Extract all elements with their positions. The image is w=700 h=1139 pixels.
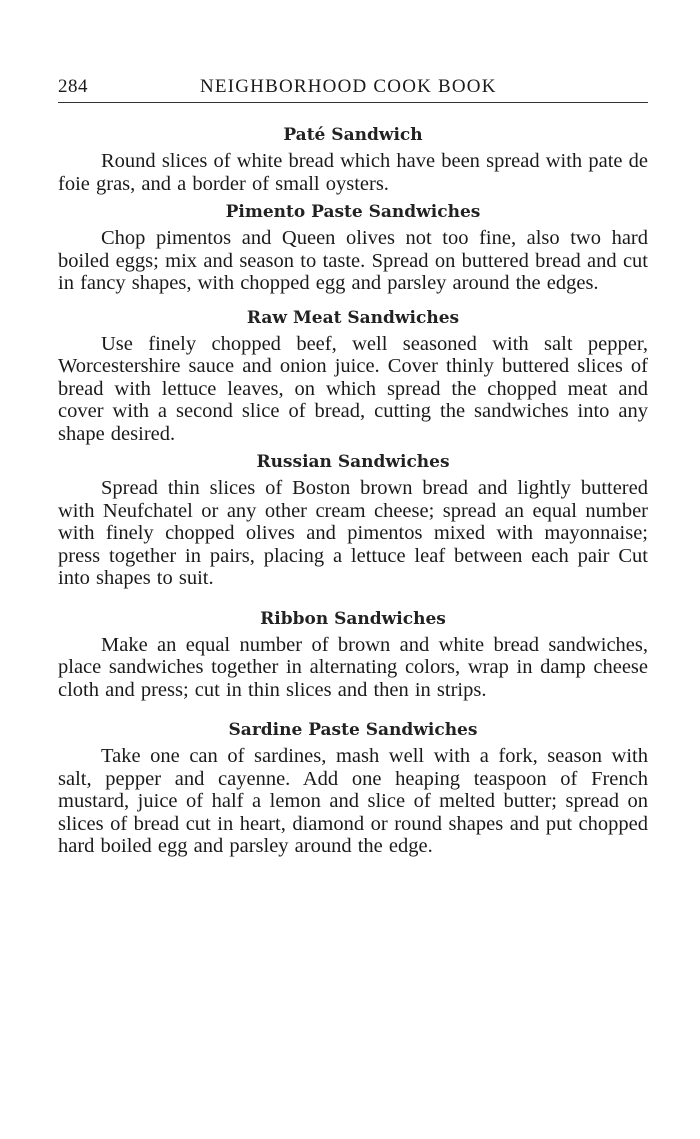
- header-rule: [58, 102, 648, 103]
- recipe-text: Spread thin slices of Boston brown bread and lightly buttered with Neufchatel or any other cream cheese; spread an equal number with finely chopped olives and pimentos mixed with mayonnaise; press together in pairs, placing a lettuce leaf between each pair Cut into shapes to suit.: [58, 477, 648, 589]
- recipe-text: Use finely chopped beef, well seasoned with salt pepper, Worcestershire sauce and onion juice. Cover thinly buttered slices of bread with lettuce leaves, on which spread the chopped meat and cover with a second slice of bread, cutting the sandwiches into any shape desired.: [58, 332, 648, 445]
- recipe-section: [58, 715, 648, 858]
- recipe-section: [58, 197, 648, 295]
- recipe-title: Sardine Paste Sandwiches: [228, 720, 478, 740]
- recipe-title: Ribbon Sandwiches: [260, 608, 446, 629]
- recipe-text: Round slices of white bread which have been spread with pate de foie gras, and a border of small oysters.: [58, 150, 648, 195]
- recipe-title: Raw Meat Sandwiches: [246, 307, 460, 328]
- section-spacer: [58, 701, 648, 715]
- section-spacer: [58, 590, 648, 604]
- recipe-section: [58, 604, 648, 702]
- running-title: NEIGHBORHOOD COOK BOOK: [200, 76, 497, 97]
- recipe-text: Chop pimentos and Queen olives not too fine, also two hard boiled eggs; mix and season to taste. Spread on buttered bread and cut in fancy shapes, with chopped egg and parsley around the edges.: [58, 227, 648, 294]
- recipe-section: [58, 303, 648, 446]
- section-spacer: [58, 295, 648, 303]
- recipe-text: Take one can of sardines, mash well with a fork, season with salt, pepper and cayenne. Add one heaping teaspoon of French mustard, juice of half a lemon and slice of melted butter; spread on slices of bread cut in heart, diamond or round shapes and put chopped hard boiled egg and parsley around the edge.: [58, 745, 648, 857]
- page-header: [58, 76, 648, 106]
- recipe-title: Russian Sandwiches: [256, 452, 450, 472]
- recipe-section: [58, 447, 648, 590]
- recipe-title: Pimento Paste Sandwiches: [225, 202, 481, 222]
- recipe-title: Paté Sandwich: [283, 125, 423, 145]
- page-body: [58, 120, 648, 858]
- recipe-text: Make an equal number of brown and white bread sandwiches, place sandwiches together in alternating colors, wrap in damp cheese cloth and press; cut in thin slices and then in strips.: [58, 633, 648, 701]
- page-number: 284: [58, 76, 88, 97]
- recipe-section: [58, 120, 648, 195]
